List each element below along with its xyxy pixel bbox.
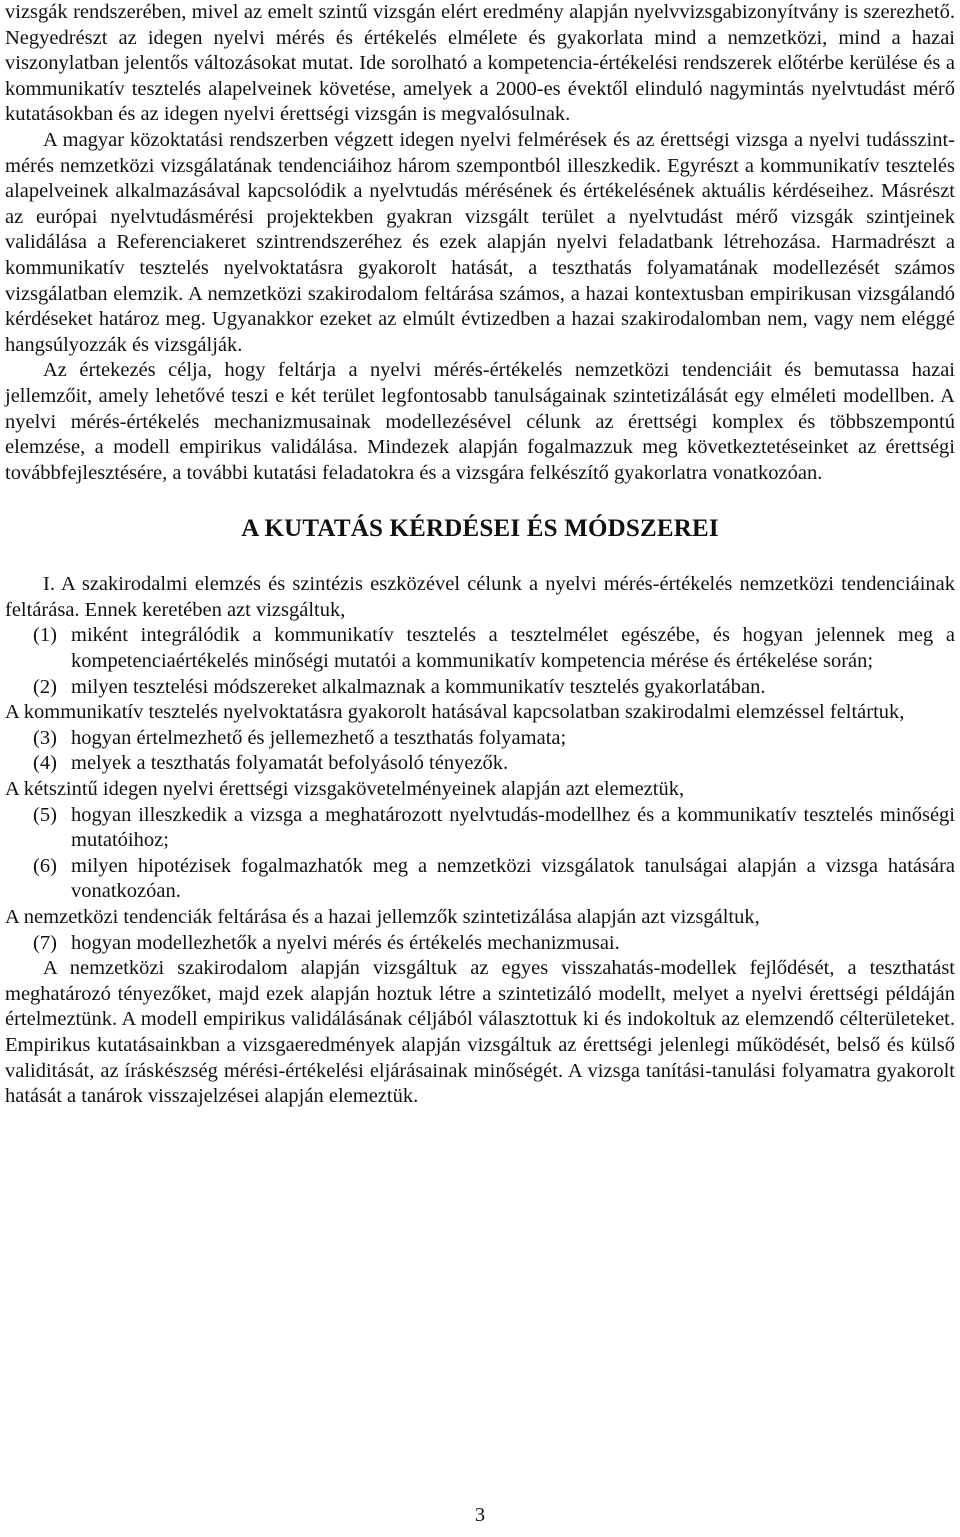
list-item [5, 726, 955, 752]
list-item-number: (2) [33, 675, 57, 698]
section-intro: I. A szakirodalmi elemzés és szintézis eszközével célunk a nyelvi mérés-értékelés nemzetközi tendenciáinak feltárása. Ennek keretében azt vizsgáltuk, [5, 573, 955, 621]
paragraph-continuation: vizsgák rendszerében, mivel az emelt szintű vizsgán elért eredmény alapján nyelvvizsgabizonyítvány is szerezhető. Negyedrészt az idegen nyelvi mérés és értékelés elmélete és gyakorlata mind a nemzetközi, mind a hazai viszonylatban jelentős változásokat mutat. Ide sorolható a kompetencia-értékelési rendszerek előtérbe kerülése és a kommunikatív tesztelés alapelveinek követése, amelyek a 2000-es évektől elinduló nagymintás nyelvtudást mérő kutatásokban és az idegen nyelvi érettségi vizsgán is megvalósulnak. [5, 1, 955, 126]
question-list-d [5, 931, 955, 957]
list-item-text: melyek a teszthatás folyamatát befolyásoló tényezők. [71, 752, 509, 775]
list-item [5, 854, 955, 905]
document-page [5, 0, 955, 1110]
paragraph-aim: Az értekezés célja, hogy feltárja a nyelvi mérés-értékelés nemzetközi tendenciáit és bemutassa hazai jellemzőit, amely lehetővé teszi e két terület legfontosabb tanulságainak szintetizálását egy elméleti modellben. A nyelvi mérés-értékelés mechanizmusainak modellezésével célunk az érettségi komplex és többszempontú elemzése, a modell empirikus validálása. Mindezek alapján fogalmazzuk meg következtetéseinket az érettségi továbbfejlesztésére, a további kutatási feladatokra és a vizsgára felkészítő gyakorlatra vonatkozóan. [5, 359, 955, 484]
list-item [5, 623, 955, 674]
lead-synthesis: A nemzetközi tendenciák feltárása és a hazai jellemzők szintetizálása alapján azt vizsgáltuk, [5, 906, 760, 928]
list-item-number: (1) [33, 624, 57, 647]
section-heading: A KUTATÁS KÉRDÉSEI ÉS MÓDSZEREI [241, 515, 719, 543]
list-item-number: (7) [33, 931, 57, 954]
list-item [5, 931, 955, 957]
list-item [5, 803, 955, 854]
page-number: 3 [474, 1504, 486, 1526]
list-item-text: milyen hipotézisek fogalmazhatók meg a nemzetközi vizsgálatok tanulságai alapján a vizsga hatására vonatkozóan. [71, 854, 955, 903]
list-item [5, 675, 955, 701]
list-item-number: (3) [33, 726, 57, 749]
list-item-text: milyen tesztelési módszereket alkalmaznak a kommunikatív tesztelés gyakorlatában. [71, 675, 766, 698]
list-item-text: hogyan modellezhetők a nyelvi mérés és értékelés mechanizmusai. [71, 931, 620, 954]
list-item-number: (6) [33, 854, 57, 877]
list-item-text: hogyan értelmezhető és jellemezhető a teszthatás folyamata; [71, 726, 567, 749]
lead-exam: A kétszintű idegen nyelvi érettségi vizsgakövetelményeinek alapján azt elemeztük, [5, 778, 685, 801]
paragraph-methods: A nemzetközi szakirodalom alapján vizsgáltuk az egyes visszahatás-modellek fejlődését, a teszthatást meghatározó tényezőket, majd ezek alapján hoztuk létre a szintetizáló modellt, melyet a nyelvi érettségi példáján értelmeztünk. A modell empirikus validálásának céljából választottuk ki és indokoltuk az elemzendő célterületeket. Empirikus kutatásainkban a vizsgaeredmények alapján vizsgáltuk az érettségi jelenlegi működését, belső és külső validitását, az íráskészség mérési-értékelési eljárásainak minőségét. A vizsga tanítási-tanulási folyamatra gyakorolt hatását a tanárok visszajelzései alapján elemeztük. [5, 957, 955, 1108]
list-item-text: hogyan illeszkedik a vizsga a meghatározott nyelvtudás-modellhez és a kommunikatív tesztelés minőségi mutatóihoz; [71, 803, 955, 852]
question-list-a [5, 623, 955, 700]
paragraph-context: A magyar közoktatási rendszerben végzett idegen nyelvi felmérések és az érettségi vizsga a nyelvi tudásszint-mérés nemzetközi vizsgálatának tendenciáihoz három szempontból illeszkedik. Egyrészt a kommunikatív tesztelés alapelveinek alkalmazásával kapcsolódik a nyelvtudás mérésének és értékelésének aktuális kérdéseihez. Másrészt az európai nyelvtudásmérési projektekben gyakran vizsgált terület a nyelvtudást mérő vizsgák szintjeinek validálása a Referenciakeret szintrendszeréhez és ezek alapján nyelvi feladatbank létrehozása. Harmadrészt a kommunikatív tesztelés nyelvoktatásra gyakorolt hatását, a teszthatás folyamatának modellezését számos vizsgálatban elemzik. A nemzetközi szakirodalom feltárása számos, a hazai kontextusban empirikusan vizsgálandó kérdéseket határoz meg. Ugyanakkor ezeket az elmúlt évtizedben a hazai szakirodalomban nem, vagy nem eléggé hangsúlyozzák és vizsgálják. [5, 128, 955, 356]
question-list-b [5, 726, 955, 777]
question-list-c [5, 803, 955, 905]
list-item-number: (5) [33, 803, 57, 826]
lead-washback: A kommunikatív tesztelés nyelvoktatásra gyakorolt hatásával kapcsolatban szakirodalmi elemzéssel feltártuk, [5, 701, 905, 724]
list-item-text: miként integrálódik a kommunikatív tesztelés a tesztelmélet egészébe, és hogyan jelennek meg a kompetenciaértékelés minőségi mutatói a kommunikatív kompetencia mérése és értékelése során; [71, 624, 955, 673]
list-item-number: (4) [33, 752, 57, 775]
list-item [5, 751, 955, 777]
